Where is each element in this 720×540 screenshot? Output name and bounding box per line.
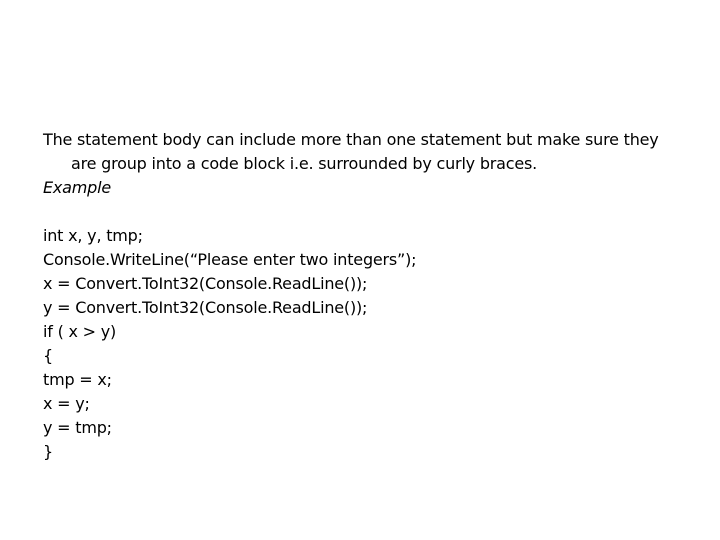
code-line: int x, y, tmp; [43,226,143,245]
code-line: x = Convert.ToInt32(Console.ReadLine()); [43,274,368,293]
code-line: y = Convert.ToInt32(Console.ReadLine()); [43,298,368,317]
code-line: } [43,442,53,461]
blank-line [43,200,683,224]
code-block [43,224,683,464]
code-line: y = tmp; [43,418,112,437]
code-line: { [43,346,53,365]
slide-content [43,128,683,464]
example-label: Example [43,178,112,197]
code-line: tmp = x; [43,370,112,389]
description-paragraph: The statement body can include more than one statement but make sure they are group into a code block i.e. surrounded by curly braces. [43,130,659,173]
code-line: Console.WriteLine(“Please enter two integers”); [43,250,417,269]
code-line: x = y; [43,394,90,413]
code-line: if ( x > y) [43,322,117,341]
